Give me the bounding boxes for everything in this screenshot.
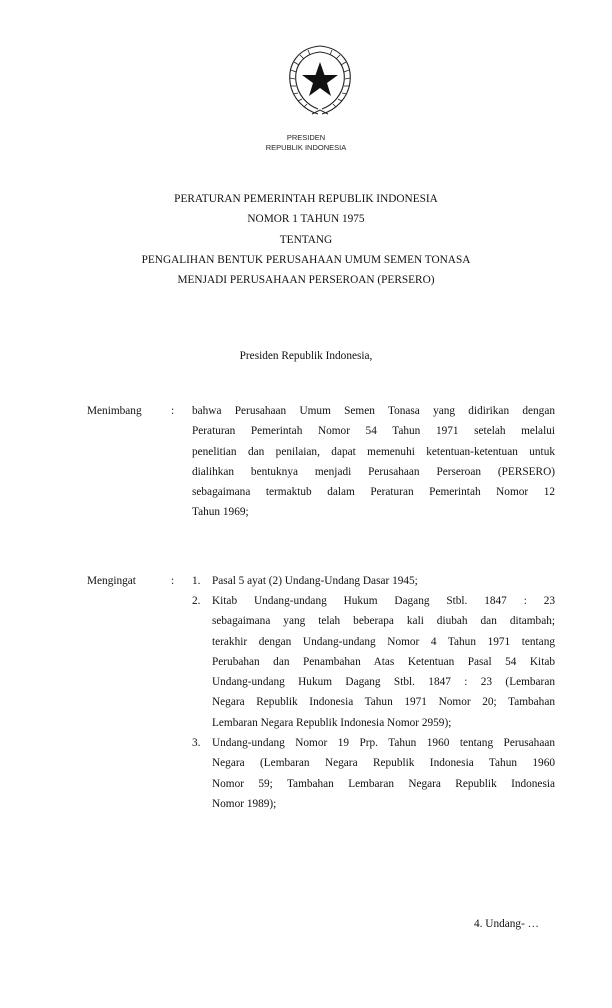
title-regulation: PERATURAN PEMERINTAH REPUBLIK INDONESIA <box>174 193 438 205</box>
list-number-3: 3. <box>192 737 201 749</box>
text-line: terakhir dengan Undang-undang Nomor 4 Tahun 1971 tentang <box>212 635 555 648</box>
emblem-caption-republik: REPUBLIK INDONESIA <box>265 143 347 152</box>
title-subject-line1: PENGALIHAN BENTUK PERUSAHAAN UMUM SEMEN TONASA <box>141 253 471 266</box>
page-continuation-marker: 4. Undang- … <box>474 918 539 930</box>
text-line: bahwa Perusahaan Umum Semen Tonasa yang didirikan dengan <box>192 405 555 417</box>
text-line: sebagaimana yang telah beberapa kali diubah dan ditambah; <box>212 615 555 628</box>
document-title <box>0 189 612 290</box>
text-line: Tahun 1969; <box>192 506 249 519</box>
mengingat-colon: : <box>171 575 175 587</box>
title-tentang: TENTANG <box>279 233 333 246</box>
text-line: Undang-undang Hukum Dagang Stbl. 1847 : 23 (Lembaran <box>212 676 555 689</box>
text-line: Negara (Lembaran Negara Republik Indonesia Tahun 1960 <box>212 757 555 770</box>
text-line: Negara Republik Indonesia Tahun 1971 Nomor 20; Tambahan <box>212 696 555 709</box>
menimbang-colon: : <box>171 405 175 417</box>
salutation: Presiden Republik Indonesia, <box>239 350 373 362</box>
list-item-3 <box>212 733 555 814</box>
menimbang-label: Menimbang <box>87 405 142 417</box>
text-line: Nomor 1989); <box>212 797 277 810</box>
text-line: Perubahan dan Penambahan Atas Ketentuan Pasal 54 Kitab <box>212 655 555 668</box>
mengingat-label: Mengingat <box>87 575 136 587</box>
text-line: Nomor 59; Tambahan Lembaran Negara Republik Indonesia <box>212 777 555 790</box>
title-number: NOMOR 1 TAHUN 1975 <box>247 213 365 226</box>
text-line: Kitab Undang-undang Hukum Dagang Stbl. 1847 : 23 <box>212 595 555 607</box>
list-item-2 <box>212 591 555 733</box>
text-line: dialihkan bentuknya menjadi Perusahaan Perseroan (PERSERO) <box>192 465 555 478</box>
list-number-2: 2. <box>192 595 201 607</box>
emblem-caption-presiden: PRESIDEN <box>286 133 326 142</box>
menimbang-text <box>192 401 555 523</box>
presidential-emblem-icon <box>282 40 358 122</box>
list-number-1: 1. <box>192 575 201 587</box>
list-item-1 <box>212 571 555 591</box>
text-line: Lembaran Negara Republik Indonesia Nomor 2959); <box>212 716 452 729</box>
text-line: Peraturan Pemerintah Nomor 54 Tahun 1971 setelah melalui <box>192 425 555 438</box>
text-line: Undang-undang Nomor 19 Prp. Tahun 1960 tentang Perusahaan <box>212 737 555 749</box>
text-line: sebagaimana termaktub dalam Peraturan Pemerintah Nomor 12 <box>192 486 555 499</box>
text-line: Pasal 5 ayat (2) Undang-Undang Dasar 1945; <box>212 575 418 587</box>
text-line: penelitian dan penilaian, dapat memenuhi ketentuan-ketentuan untuk <box>192 445 555 458</box>
title-subject-line2: MENJADI PERUSAHAAN PERSEROAN (PERSERO) <box>177 274 435 287</box>
